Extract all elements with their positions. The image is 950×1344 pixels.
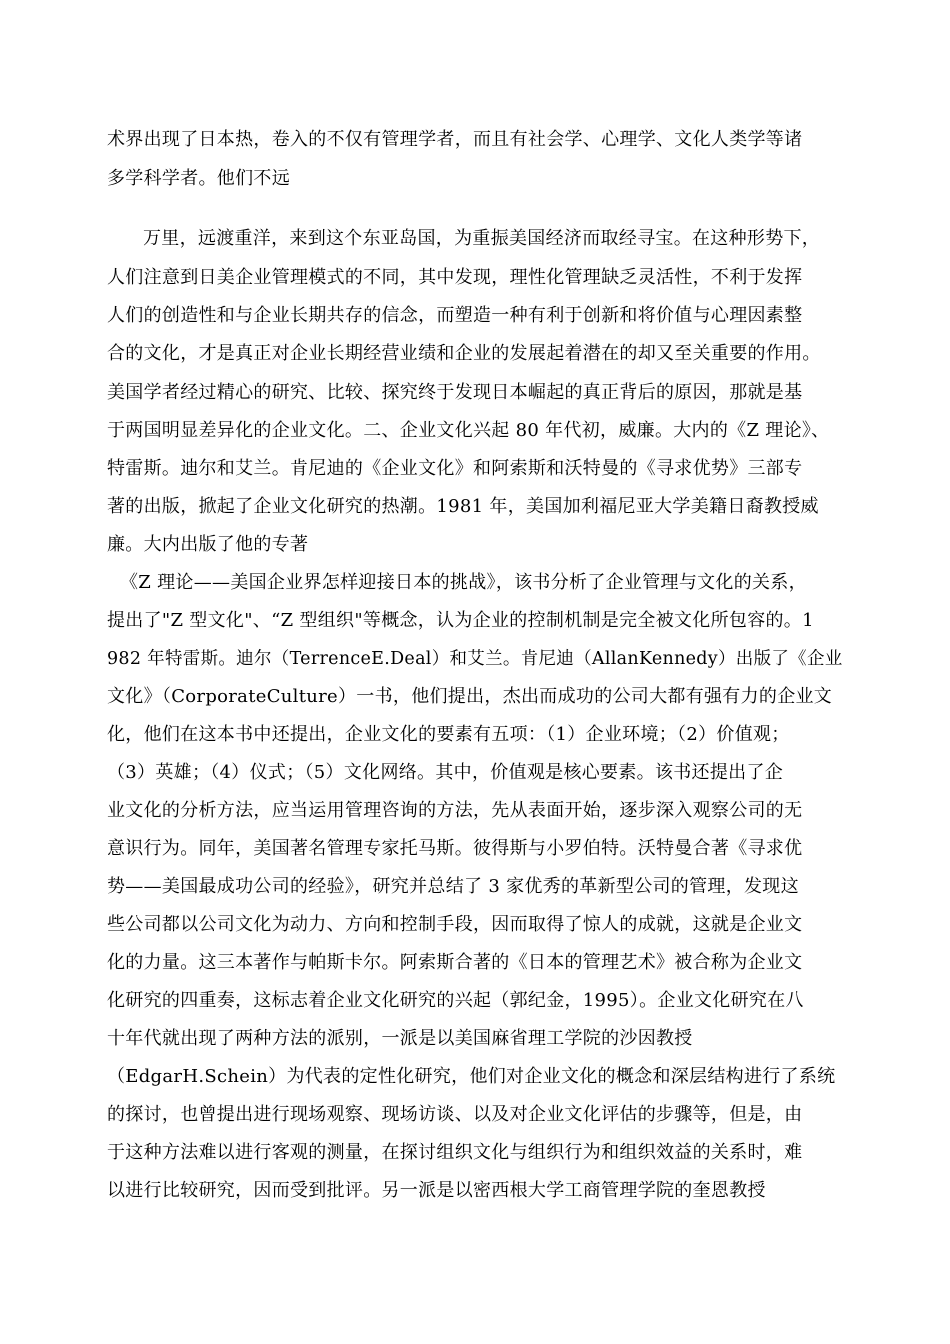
text-line: 合的文化，才是真正对企业长期经营业绩和企业的发展起着潜在的却又至关重要的作用。	[107, 343, 821, 364]
text-line: 文化》（CorporateCulture）一书，他们提出，杰出而成功的公司大都有强有力的企业文	[107, 686, 833, 707]
text-line: 于这种方法难以进行客观的测量，在探讨组织文化与组织行为和组织效益的关系时，难	[107, 1142, 803, 1163]
text-line: 于两国明显差异化的企业文化。二、企业文化兴起 80 年代初，威廉。大内的《Z 理论》、	[107, 420, 830, 441]
text-line: 《Z 理论——美国企业界怎样迎接日本的挑战》，该书分析了企业管理与文化的关系，	[120, 572, 807, 593]
text-line: （EdgarH.Schein）为代表的定性化研究，他们对企业文化的概念和深层结构进行了系统	[107, 1066, 836, 1087]
text-line: 业文化的分析方法，应当运用管理咨询的方法，先从表面开始，逐步深入观察公司的无	[107, 800, 803, 821]
text-line: 廉。大内出版了他的专著	[107, 534, 309, 555]
text-line: 著的出版，掀起了企业文化研究的热潮。1981 年，美国加利福尼亚大学美籍日裔教授威	[107, 496, 819, 517]
text-line: 势——美国最成功公司的经验》，研究并总结了 3 家优秀的革新型公司的管理，发现这	[107, 876, 799, 897]
text-line: 的探讨，也曾提出进行现场观察、现场访谈、以及对企业文化评估的步骤等，但是，由	[107, 1104, 803, 1125]
text-line: 万里，远渡重洋，来到这个东亚岛国，为重振美国经济而取经寻宝。在这种形势下，	[143, 228, 821, 249]
text-line: 人们的创造性和与企业长期共存的信念，而塑造一种有利于创新和将价值与心理因素整	[107, 305, 803, 326]
text-line: 意识行为。同年，美国著名管理专家托马斯。彼得斯与小罗伯特。沃特曼合著《寻求优	[107, 838, 803, 859]
text-line: 特雷斯。迪尔和艾兰。肯尼迪的《企业文化》和阿索斯和沃特曼的《寻求优势》三部专	[107, 458, 803, 479]
text-line: 美国学者经过精心的研究、比较、探究终于发现日本崛起的真正背后的原因，那就是基	[107, 382, 803, 403]
text-line: 提出了"Z 型文化"、“Z 型组织"等概念，认为企业的控制机制是完全被文化所包容的。1	[107, 610, 814, 631]
text-line: 化，他们在这本书中还提出，企业文化的要素有五项：（1）企业环境；（2）价值观；	[107, 724, 790, 745]
text-line: 化的力量。这三本著作与帕斯卡尔。阿索斯合著的《日本的管理艺术》被合称为企业文	[107, 952, 803, 973]
text-line: 十年代就出现了两种方法的派别，一派是以美国麻省理工学院的沙因教授	[107, 1028, 693, 1049]
text-line: （3）英雄；（4）仪式；（5）文化网络。其中，价值观是核心要素。该书还提出了企	[107, 762, 784, 783]
text-line: 多学科学者。他们不远	[107, 168, 290, 189]
text-line: 术界出现了日本热，卷入的不仅有管理学者，而且有社会学、心理学、文化人类学等诸	[107, 129, 803, 150]
text-line: 982 年特雷斯。迪尔（TerrenceE.Deal）和艾兰。肯尼迪（AllanKennedy）出版了《企业	[107, 649, 843, 669]
text-line: 些公司都以公司文化为动力、方向和控制手段，因而取得了惊人的成就，这就是企业文	[107, 914, 803, 935]
text-line: 化研究的四重奏，这标志着企业文化研究的兴起（郭纪金，1995）。企业文化研究在八	[107, 990, 804, 1011]
text-line: 人们注意到日美企业管理模式的不同，其中发现，理性化管理缺乏灵活性，不利于发挥	[107, 267, 803, 288]
text-line: 以进行比较研究，因而受到批评。另一派是以密西根大学工商管理学院的奎恩教授	[107, 1180, 766, 1201]
